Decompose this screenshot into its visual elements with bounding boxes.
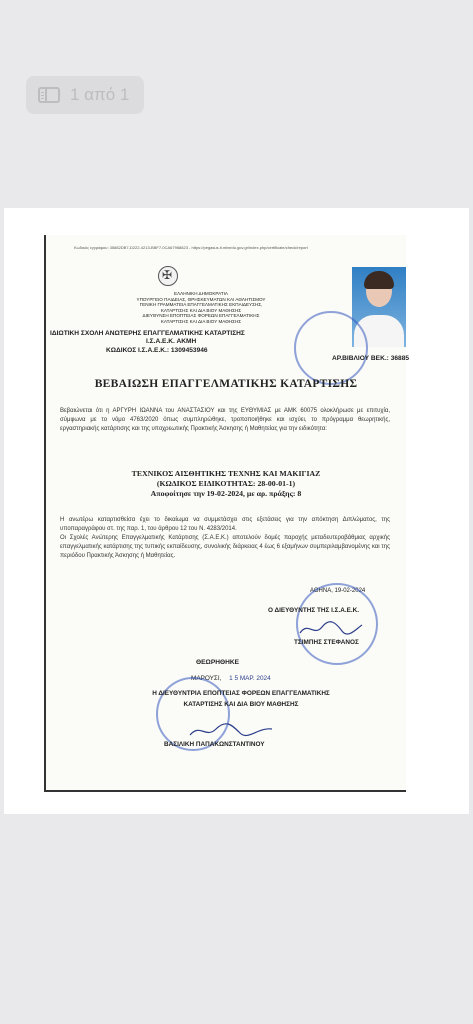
ministry-line: ΔΙΕΥΘΥΝΣΗ ΕΠΟΠΤΕΙΑΣ ΦΟΡΕΩΝ ΕΠΑΓΓΕΛΜΑΤΙΚΗΣ: [142, 313, 260, 319]
approved-place: ΜΑΡΟΥΣΙ,: [191, 675, 222, 682]
certification-text: Βεβαιώνεται ότι η ΑΡΓΥΡΗ ΙΩΑΝΝΑ του ΑΝΑΣΤΑΣΙΟΥ και της ΕΥΘΥΜΙΑΣ με ΑΜΚ 60075 ολοκλήρωσε με επιτυχία, σύμφωνα με το νόμο 4763/2020 όπως συμπληρώθηκε, τροποποιήθηκε και ισχύει, το πρόγραμμα θεωρητικής, εργαστηριακής κατάρτισης και της υποχρεωτικής Πρακτικής Άσκησης ή Μαθητείας για την ειδικότητα:: [60, 408, 390, 432]
registry-number: ΑΡ.ΒΙΒΛΙΟΥ ΒΕΚ.: 36885: [332, 355, 410, 362]
school-code: ΚΩΔΙΚΟΣ Ι.Σ.Α.Ε.Κ.: 1309453946: [106, 347, 208, 354]
issue-place-date: ΑΘΗΝΑ, 19-02-2024: [310, 588, 366, 594]
ministry-header: [126, 291, 276, 325]
page-indicator[interactable]: [26, 76, 144, 114]
specialty-block: [46, 469, 406, 499]
document-header-url: Κωδικός εγγράφου: 35882DB7-D222-4213-BBF7-0CA67968823 - https://pegasus.it.minedu.gov.gr/index.php/certificate/check/report: [74, 245, 308, 250]
director-name: ΤΣΙΜΠΗΣ ΣΤΕΦΑΝΟΣ: [294, 639, 359, 646]
ministry-line: ΕΛΛΗΝΙΚΗ ΔΗΜΟΚΡΑΤΙΑ: [174, 291, 228, 296]
supervisor-signature-icon: [186, 719, 276, 741]
rights-text-block: [60, 516, 390, 561]
specialty-code: (ΚΩΔΙΚΟΣ ΕΙΔΙΚΟΤΗΤΑΣ: 28-00-01-1): [156, 479, 296, 488]
approved-label: ΘΕΩΡΗΘΗΚΕ: [196, 659, 240, 666]
director-signature-icon: [296, 619, 366, 639]
official-seal-icon: [294, 311, 368, 385]
page-indicator-label: 1 από 1: [70, 85, 130, 104]
approved-date: 1 5 ΜΑΡ. 2024: [229, 675, 271, 682]
ministry-line: ΚΑΤΑΡΤΙΣΗΣ ΚΑΙ ΔΙΑ ΒΙΟΥ ΜΑΘΗΣΗΣ: [160, 307, 242, 313]
document-title: ΒΕΒΑΙΩΣΗ ΕΠΑΓΓΕΛΜΑΤΙΚΗΣ ΚΑΤΑΡΤΙΣΗΣ: [94, 378, 358, 390]
school-short-name: Ι.Σ.Α.Ε.Κ. ΑΚΜΗ: [146, 338, 197, 345]
supervisor-line1: Η ΔΙΕΥΘΥΝΤΡΙΑ ΕΠΟΠΤΕΙΑΣ ΦΟΡΕΩΝ ΕΠΑΓΓΕΛΜΑΤΙΚΗΣ: [152, 690, 330, 697]
sidebar-panel-icon: [38, 87, 60, 103]
ministry-line: ΓΕΝΙΚΗ ΓΡΑΜΜΑΤΕΙΑ ΕΠΑΓΓΕΛΜΑΤΙΚΗΣ ΕΚΠΑΙΔΕΥΣΗΣ,: [139, 302, 263, 308]
ministry-line: ΚΑΤΑΡΤΙΣΗΣ ΚΑΙ ΔΙΑ ΒΙΟΥ ΜΑΘΗΣΗΣ: [160, 318, 242, 324]
supervisor-name: ΒΑΣΙΛΙΚΗ ΠΑΠΑΚΩΝΣΤΑΝΤΙΝΟΥ: [164, 741, 265, 748]
schools-text: Οι Σχολές Ανώτερης Επαγγελματικής Κατάρτισης (Σ.Α.Ε.Κ.) αποτελούν δομές παροχής μεταδευτεροβάθμιας αρχικής επαγγελματικής κατάρτισης της τυπικής εκπαίδευσης, συνολικής διάρκειας 4 έως 6 εξαμήνων συμπεριλαμβανομένης και της περιόδου Πρακτικής Άσκησης ή Μαθητείας.: [60, 535, 390, 559]
greek-emblem-icon: [158, 266, 178, 286]
school-name: ΙΔΙΩΤΙΚΗ ΣΧΟΛΗ ΑΝΩΤΕΡΗΣ ΕΠΑΓΓΕΛΜΑΤΙΚΗΣ ΚΑΤΑΡΤΙΣΗΣ: [50, 330, 245, 337]
supervisor-title: [121, 688, 361, 710]
certificate-document: [44, 235, 410, 792]
supervisor-line2: ΚΑΤΑΡΤΙΣΗΣ ΚΑΙ ΔΙΑ ΒΙΟΥ ΜΑΘΗΣΗΣ: [183, 701, 299, 708]
graduation-date: Αποφοίτησε την 19-02-2024, με αρ. πράξης: 8: [150, 489, 302, 498]
director-title: Ο ΔΙΕΥΘΥΝΤΗΣ ΤΗΣ Ι.Σ.Α.Ε.Κ.: [268, 607, 360, 614]
ministry-line: ΥΠΟΥΡΓΕΙΟ ΠΑΙΔΕΙΑΣ, ΘΡΗΣΚΕΥΜΑΤΩΝ ΚΑΙ ΑΘΛΗΤΙΣΜΟΥ: [136, 296, 266, 302]
rights-text: Η ανωτέρω καταρτισθείσα έχει το δικαίωμα να συμμετάσχει στις εξετάσεις για την απόκτηση Διπλώματος, της υποπαραγράφου στ. της παρ. 1, του άρθρου 12 του Ν. 4283/2014.: [60, 517, 390, 532]
specialty-name: ΤΕΧΝΙΚΟΣ ΑΙΣΘΗΤΙΚΗΣ ΤΕΧΝΗΣ ΚΑΙ ΜΑΚΙΓΙΑΖ: [131, 469, 321, 478]
